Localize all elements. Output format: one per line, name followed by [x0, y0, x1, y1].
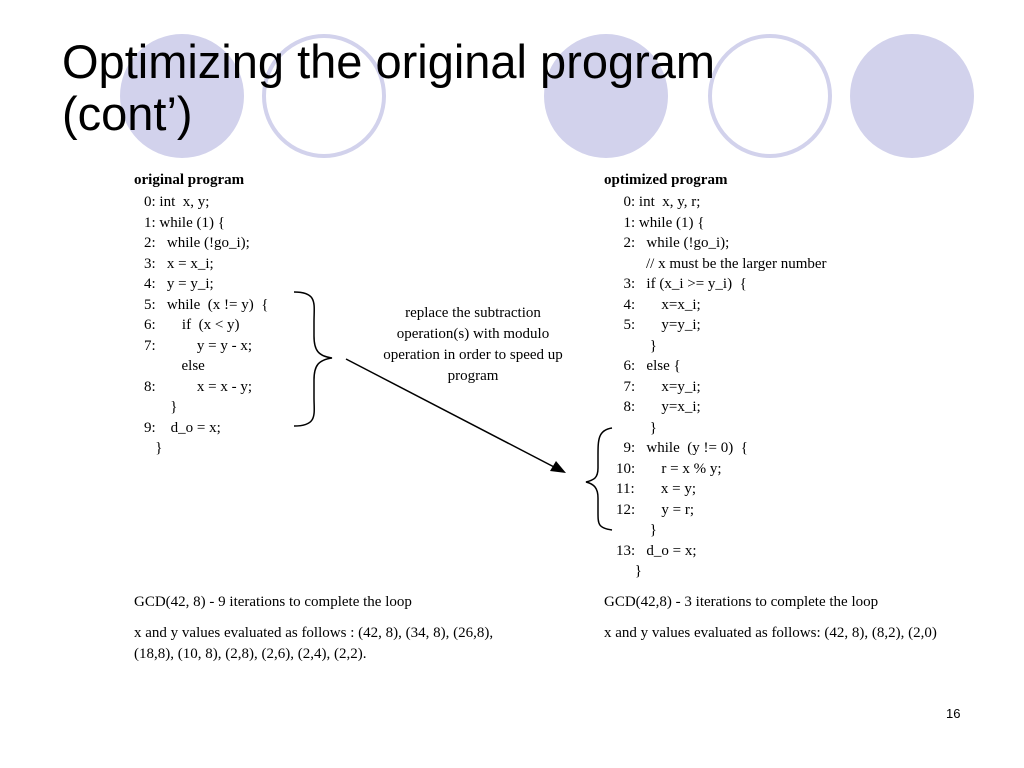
code-line: 6: if (x < y): [144, 317, 240, 333]
code-line: 5: while (x != y) {: [144, 296, 269, 313]
code-line: 8: x = x - y;: [144, 378, 253, 395]
optimized-iterations-text: GCD(42,8) - 3 iterations to complete the loop: [604, 594, 879, 610]
code-line: 7: x=y_i;: [616, 378, 701, 395]
optimized-values-text: x and y values evaluated as follows: (42, 8), (8,2), (2,0): [604, 625, 937, 641]
code-line: 3: if (x_i >= y_i) {: [616, 276, 747, 292]
code-line: 7: y = y - x;: [144, 337, 253, 354]
transform-arrow: [346, 359, 556, 468]
code-line: 0: int x, y;: [144, 194, 210, 210]
code-line: 1: while (1) {: [616, 214, 705, 231]
code-line: 6: else {: [616, 358, 681, 374]
code-line: }: [616, 337, 657, 354]
code-line: 4: y = y_i;: [144, 276, 214, 292]
optimization-note: replace the subtraction operation(s) with modulo operation in order to speed up program: [383, 305, 563, 384]
code-line: 0: int x, y, r;: [616, 194, 701, 210]
code-line: 9: d_o = x;: [144, 419, 221, 436]
page-number: 16: [946, 706, 961, 721]
code-line: 2: while (!go_i);: [144, 235, 250, 251]
original-iterations-text: GCD(42, 8) - 9 iterations to complete the loop: [134, 594, 412, 610]
code-line: // x must be the larger number: [616, 255, 827, 272]
code-line: 2: while (!go_i);: [616, 235, 730, 251]
code-line: 12: y = r;: [616, 501, 695, 518]
original-values-text: x and y values evaluated as follows : (42, 8), (34, 8), (26,8), (18,8), (10, 8), (2,8), (2,6), (2,4), (2,2).: [134, 625, 494, 662]
code-line: 5: y=y_i;: [616, 317, 701, 333]
slide-title-line-1: Optimizing the original program: [62, 35, 716, 88]
code-line: else: [144, 358, 205, 374]
code-line: }: [616, 522, 657, 538]
code-line: 1: while (1) {: [144, 214, 225, 231]
optimized-program-heading: optimized program: [604, 172, 728, 188]
code-line: 9: while (y != 0) {: [616, 440, 748, 456]
slide-title-line-2: (cont’): [62, 87, 193, 140]
code-line: }: [144, 399, 178, 415]
original-program-heading: original program: [134, 172, 245, 188]
code-line: 8: y=x_i;: [616, 399, 701, 415]
code-line: }: [144, 440, 163, 456]
code-line: 10: r = x % y;: [616, 460, 722, 477]
code-line: 13: d_o = x;: [616, 542, 697, 559]
code-line: 3: x = x_i;: [144, 255, 214, 272]
code-line: }: [616, 419, 657, 436]
arrow-head-icon: [550, 461, 566, 473]
optimized-loop-brace: [586, 428, 612, 530]
original-loop-brace: [294, 292, 332, 426]
code-line: 4: x=x_i;: [616, 296, 701, 313]
code-line: }: [616, 563, 642, 579]
code-line: 11: x = y;: [616, 481, 696, 497]
